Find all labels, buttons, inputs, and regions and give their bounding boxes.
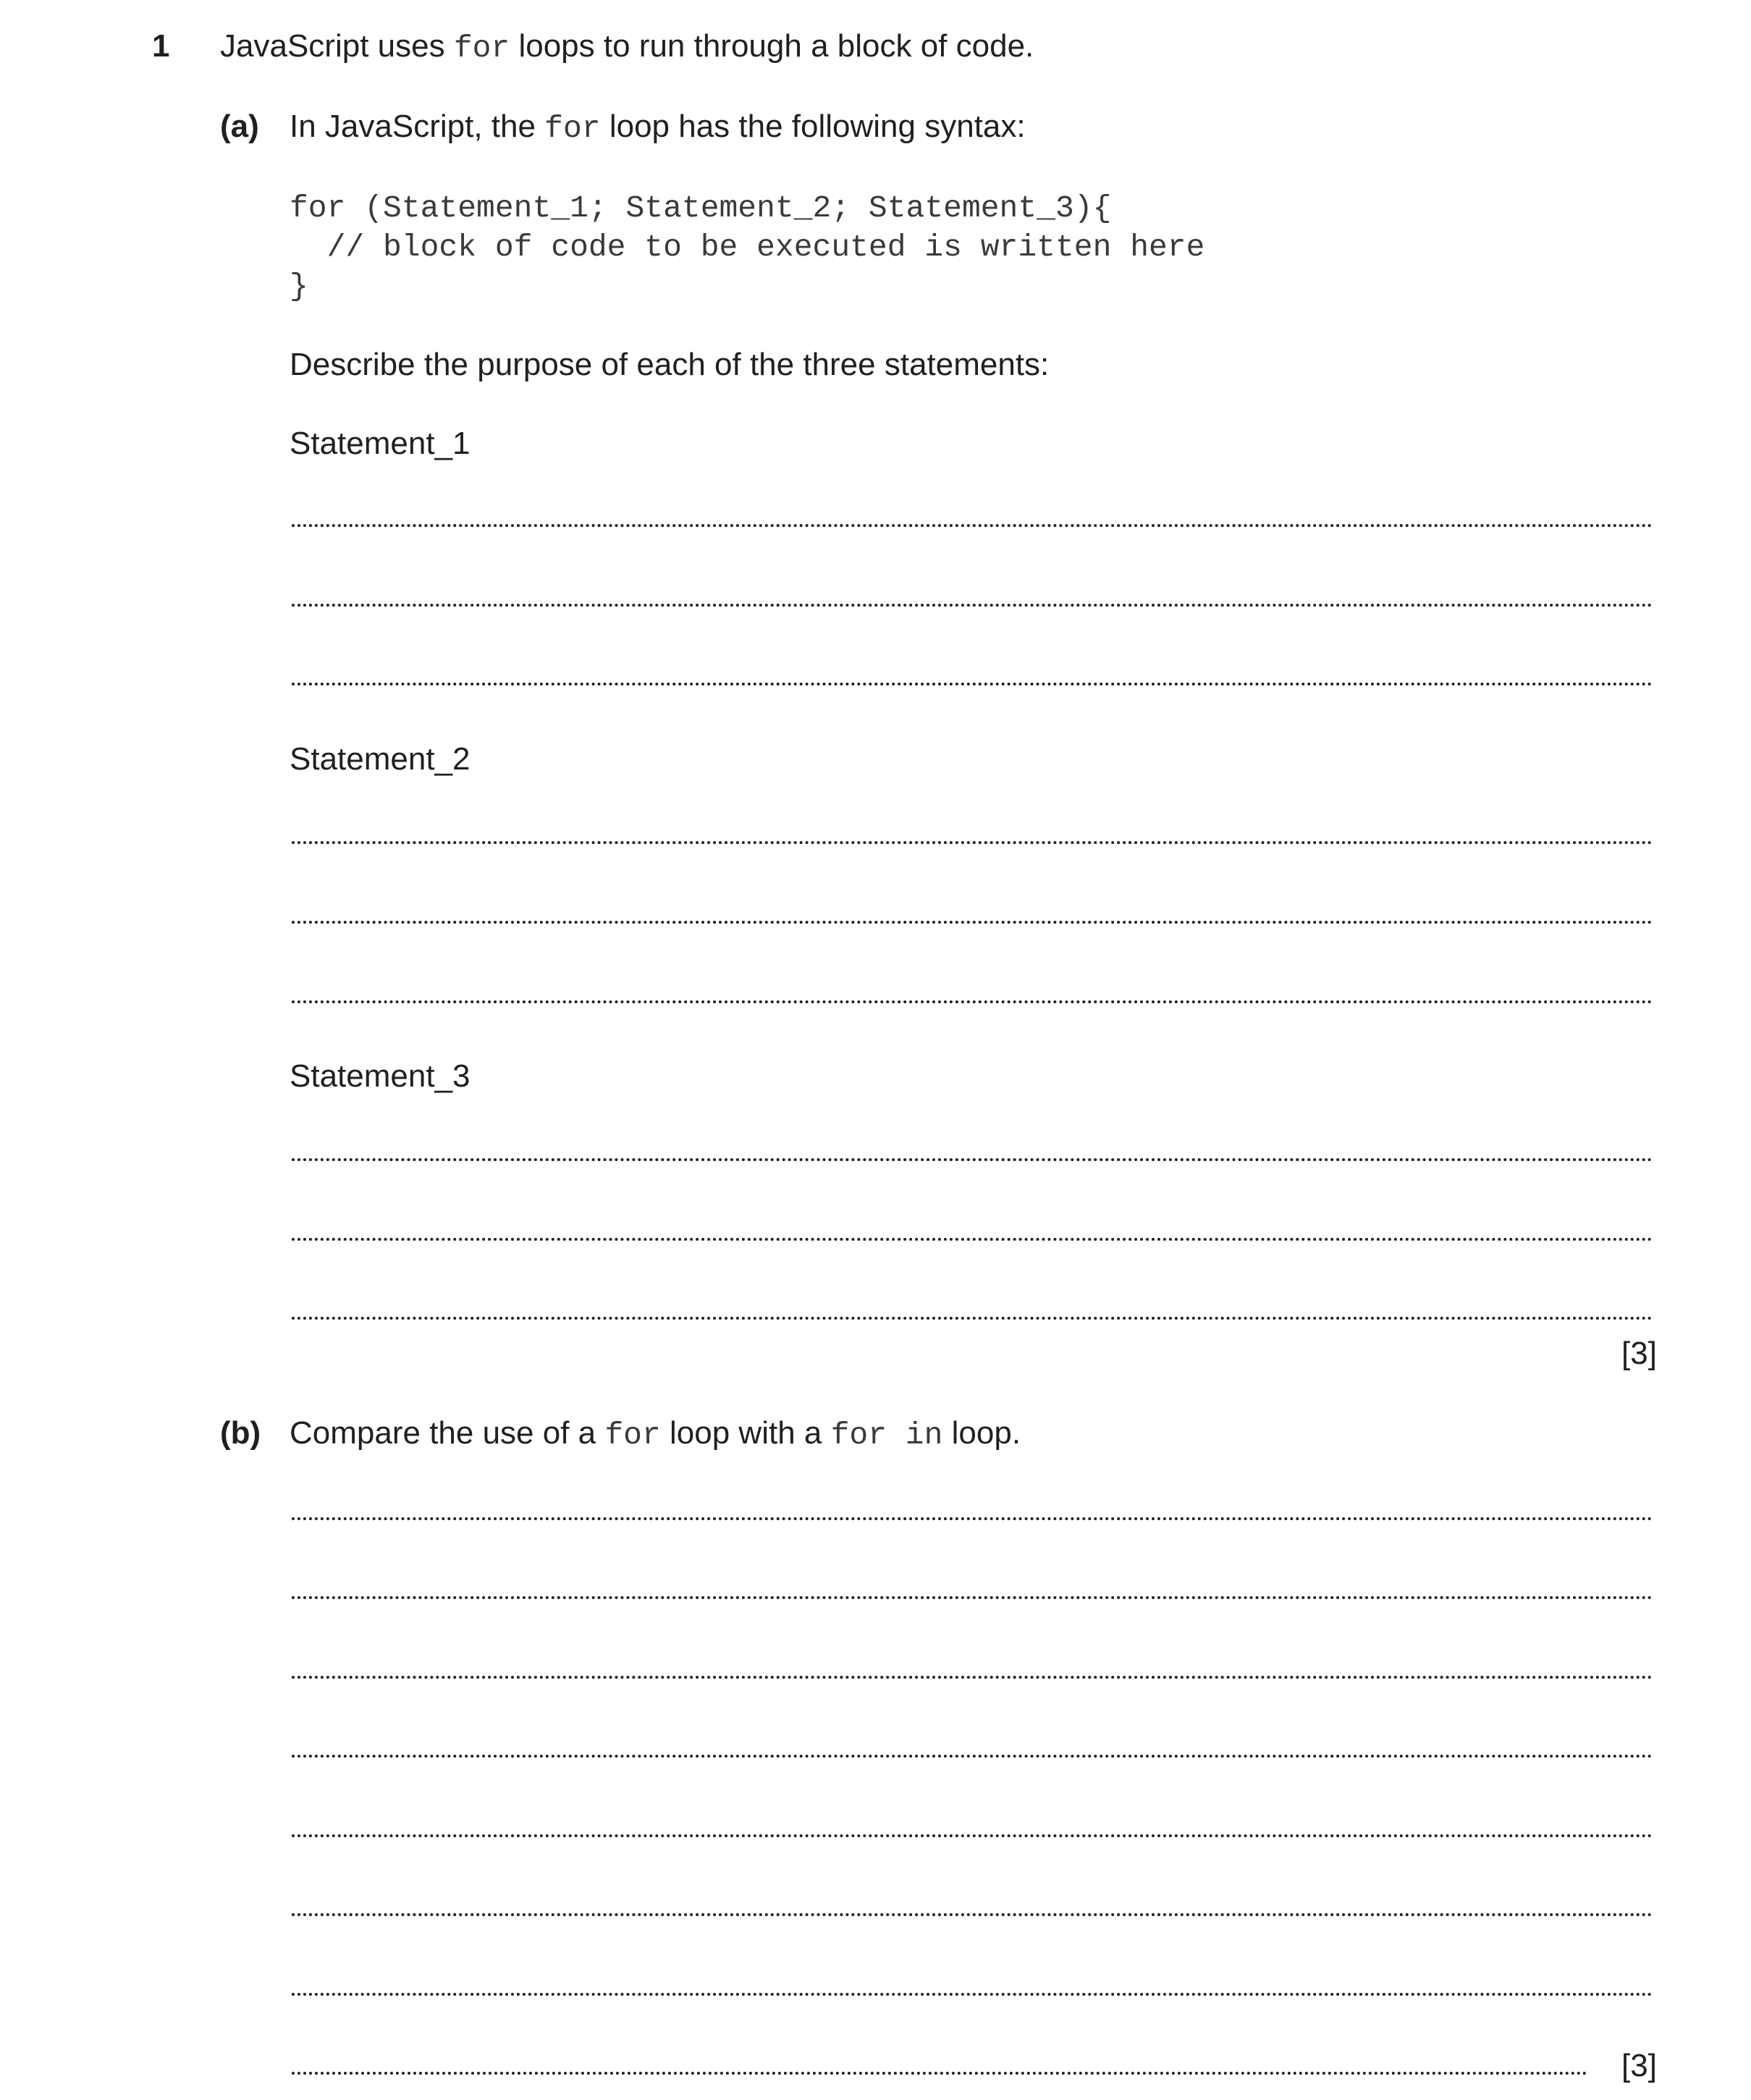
question-number: 1: [152, 28, 170, 64]
part-b-text-mid: loop with a: [660, 1415, 831, 1451]
answer-line[interactable]: [292, 1317, 1653, 1320]
statement-1-label: Statement_1: [290, 426, 471, 461]
question-intro: [220, 30, 1034, 64]
answer-line[interactable]: [292, 1676, 1653, 1679]
part-a-text-before: In JavaScript, the: [290, 109, 545, 144]
question-intro-text-after: loops to run through a block of code.: [510, 28, 1034, 64]
answer-line[interactable]: [292, 683, 1653, 686]
code-line-3: }: [290, 269, 308, 304]
answer-line[interactable]: [292, 1755, 1653, 1758]
answer-line[interactable]: [292, 1158, 1653, 1161]
answer-line[interactable]: [292, 1993, 1653, 1996]
answer-line[interactable]: [292, 921, 1653, 924]
part-a-code: for: [544, 111, 601, 146]
statement-2-label: Statement_2: [290, 741, 471, 777]
part-a-marks: [3]: [1621, 1336, 1657, 1371]
part-b-code-for: for: [604, 1417, 661, 1453]
answer-line[interactable]: [292, 1000, 1653, 1003]
part-b-marks: [3]: [1621, 2048, 1657, 2083]
part-a-instruction: Describe the purpose of each of the three statements:: [290, 347, 1050, 382]
answer-line[interactable]: [292, 1596, 1653, 1599]
code-line-2: // block of code to be executed is written here: [290, 229, 1205, 265]
code-line-1: for (Statement_1; Statement_2; Statement_3){: [290, 190, 1112, 226]
answer-line[interactable]: [292, 1238, 1653, 1241]
part-b-text-before: Compare the use of a: [290, 1415, 605, 1451]
question-intro-text-before: JavaScript uses: [220, 28, 454, 64]
part-a-text-after: loop has the following syntax:: [600, 109, 1026, 144]
part-a-label: (a): [220, 109, 259, 144]
question-intro-code: for: [453, 30, 510, 66]
answer-line[interactable]: [292, 2072, 1587, 2075]
part-b-text-after: loop.: [942, 1415, 1021, 1451]
answer-line[interactable]: [292, 841, 1653, 844]
answer-line[interactable]: [292, 1834, 1653, 1837]
part-b-label: (b): [220, 1415, 261, 1451]
statement-3-label: Statement_3: [290, 1058, 471, 1094]
part-b-prompt: [290, 1417, 1021, 1451]
part-b-code-for-in: for in: [830, 1417, 943, 1453]
answer-line[interactable]: [292, 604, 1653, 607]
part-a-prompt: [290, 111, 1026, 144]
answer-line[interactable]: [292, 524, 1653, 527]
answer-line[interactable]: [292, 1517, 1653, 1520]
answer-line[interactable]: [292, 1913, 1653, 1916]
